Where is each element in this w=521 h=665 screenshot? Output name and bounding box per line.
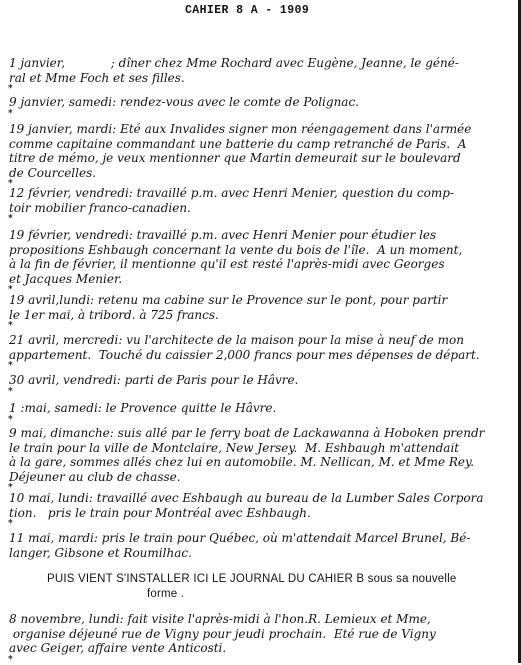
entry-text-line: 30 avril, vendredi: parti de Paris pour le Hâvre. — [9, 373, 299, 387]
diary-entry — [9, 373, 514, 396]
diary-entry — [9, 426, 514, 492]
entry-text-line: à la fin de février, il mentionne qu'il est resté l'après-midi avec Georges — [9, 257, 445, 272]
entry-text-line: 12 février, vendredi: travaillé p.m. avec Henri Menier, question du comp- — [9, 186, 454, 200]
entry-text-line: Déjeuner au club de chasse. — [9, 469, 181, 484]
entry-text-line: 9 janvier, samedi: rendez-vous avec le comte de Polignac. — [9, 95, 359, 109]
entry-text-line: le 1er mai, à tribord. à 725 francs. — [9, 307, 219, 322]
entry-text-line: 8 novembre, lundi: fait visite l'après-midi à l'hon.R. Lemieux et Mme, — [9, 612, 431, 626]
entry-separator: * — [8, 654, 13, 665]
diary-entry — [9, 186, 514, 223]
heading-line: PUIS VIENT S'INSTALLER ICI LE JOURNAL DU CAHIER B sous sa nouvelle — [47, 573, 457, 585]
entry-separator: * — [8, 361, 13, 372]
entry-separator: * — [8, 285, 13, 296]
diary-entry — [9, 56, 514, 93]
entry-text-line: toir mobilier franco-canadien. — [9, 200, 191, 215]
diary-entry — [9, 122, 514, 188]
entry-text-line: 1 :mai, samedi: le Provence quitte le Hâvre. — [9, 401, 277, 415]
entry-text-line: comme capitaine commandant une batterie du camp retranché de Paris. A — [9, 136, 467, 151]
entry-text-line: avec Geiger, affaire vente Anticosti. — [9, 641, 227, 656]
entry-text-line: à la gare, sommes allés chez lui en automobile. M. Nellican, M. et Mme Rey. — [9, 455, 475, 470]
entry-separator: * — [8, 483, 13, 494]
entry-text-line: titre de mémo, je veux mentionner que Martin demeurait sur le boulevard — [9, 151, 461, 166]
entry-text-line: 9 mai, dimanche: suis allé par le ferry boat de Lackawanna à Hoboken prendr — [9, 426, 485, 440]
diary-entry — [9, 531, 514, 560]
diary-entry — [9, 228, 514, 294]
entry-text-line: de Courcelles. — [9, 165, 97, 180]
entry-separator: * — [8, 321, 13, 332]
entry-text-line: 1 janvier, ; dîner chez Mme Rochard avec Eugène, Jeanne, le géné- — [9, 56, 459, 70]
entry-text-line: 21 avril, mercredi: vu l'architecte de la maison pour la mise à neuf de mon — [9, 333, 464, 347]
entry-separator: * — [8, 84, 13, 95]
entry-text-line: langer, Gibsone et Roumilhac. — [9, 545, 192, 560]
entry-text-line: ral et Mme Foch et ses filles. — [9, 70, 185, 85]
entry-text-line: 10 mai, lundi: travaillé avec Eshbaugh au bureau de la Lumber Sales Corpora — [9, 491, 484, 505]
journal-interlude-heading — [47, 572, 457, 602]
entry-separator: * — [8, 179, 13, 190]
entry-text-line: 19 février, vendredi: travaillé p.m. avec Henri Menier pour étudier les — [9, 228, 437, 242]
diary-entry — [9, 491, 514, 528]
entry-text-line: propositions Eshbaugh concernant la vente du bois de l'île. A un moment, — [9, 242, 463, 257]
entry-separator: * — [8, 214, 13, 225]
entry-separator: * — [8, 414, 13, 425]
diary-entry — [9, 401, 514, 424]
entry-text-line: organise déjeuné rue de Vigny pour jeudi prochain. Eté rue de Vigny — [9, 626, 436, 641]
entry-text-line: 11 mai, mardi: pris le train pour Québec, où m'attendait Marcel Brunel, Bé- — [9, 531, 471, 545]
heading-line: forme . — [147, 588, 185, 600]
diary-entry — [9, 612, 514, 664]
entry-text-line: et Jacques Menier. — [9, 271, 123, 286]
entry-text-line: appartement. Touché du caissier 2,000 francs pour mes dépenses de départ. — [9, 347, 480, 362]
entry-text-line: le train pour la ville de Montclaire, New Jersey. M. Eshbaugh m'attendait — [9, 440, 460, 455]
entry-text-line: 19 avril,lundi: retenu ma cabine sur le Provence sur le pont, pour partir — [9, 293, 448, 307]
diary-entry — [9, 95, 514, 118]
entry-text-line: tion. pris le train pour Montréal avec Eshbaugh. — [9, 505, 311, 520]
diary-entry — [9, 333, 514, 370]
page-title: CAHIER 8 A - 1909 — [185, 4, 310, 17]
entry-separator: * — [8, 386, 13, 397]
entry-text-line: 19 janvier, mardi: Eté aux Invalides signer mon réengagement dans l'armée — [9, 122, 472, 136]
entry-separator: * — [8, 108, 13, 119]
entry-separator: * — [8, 519, 13, 530]
diary-entry — [9, 293, 514, 330]
